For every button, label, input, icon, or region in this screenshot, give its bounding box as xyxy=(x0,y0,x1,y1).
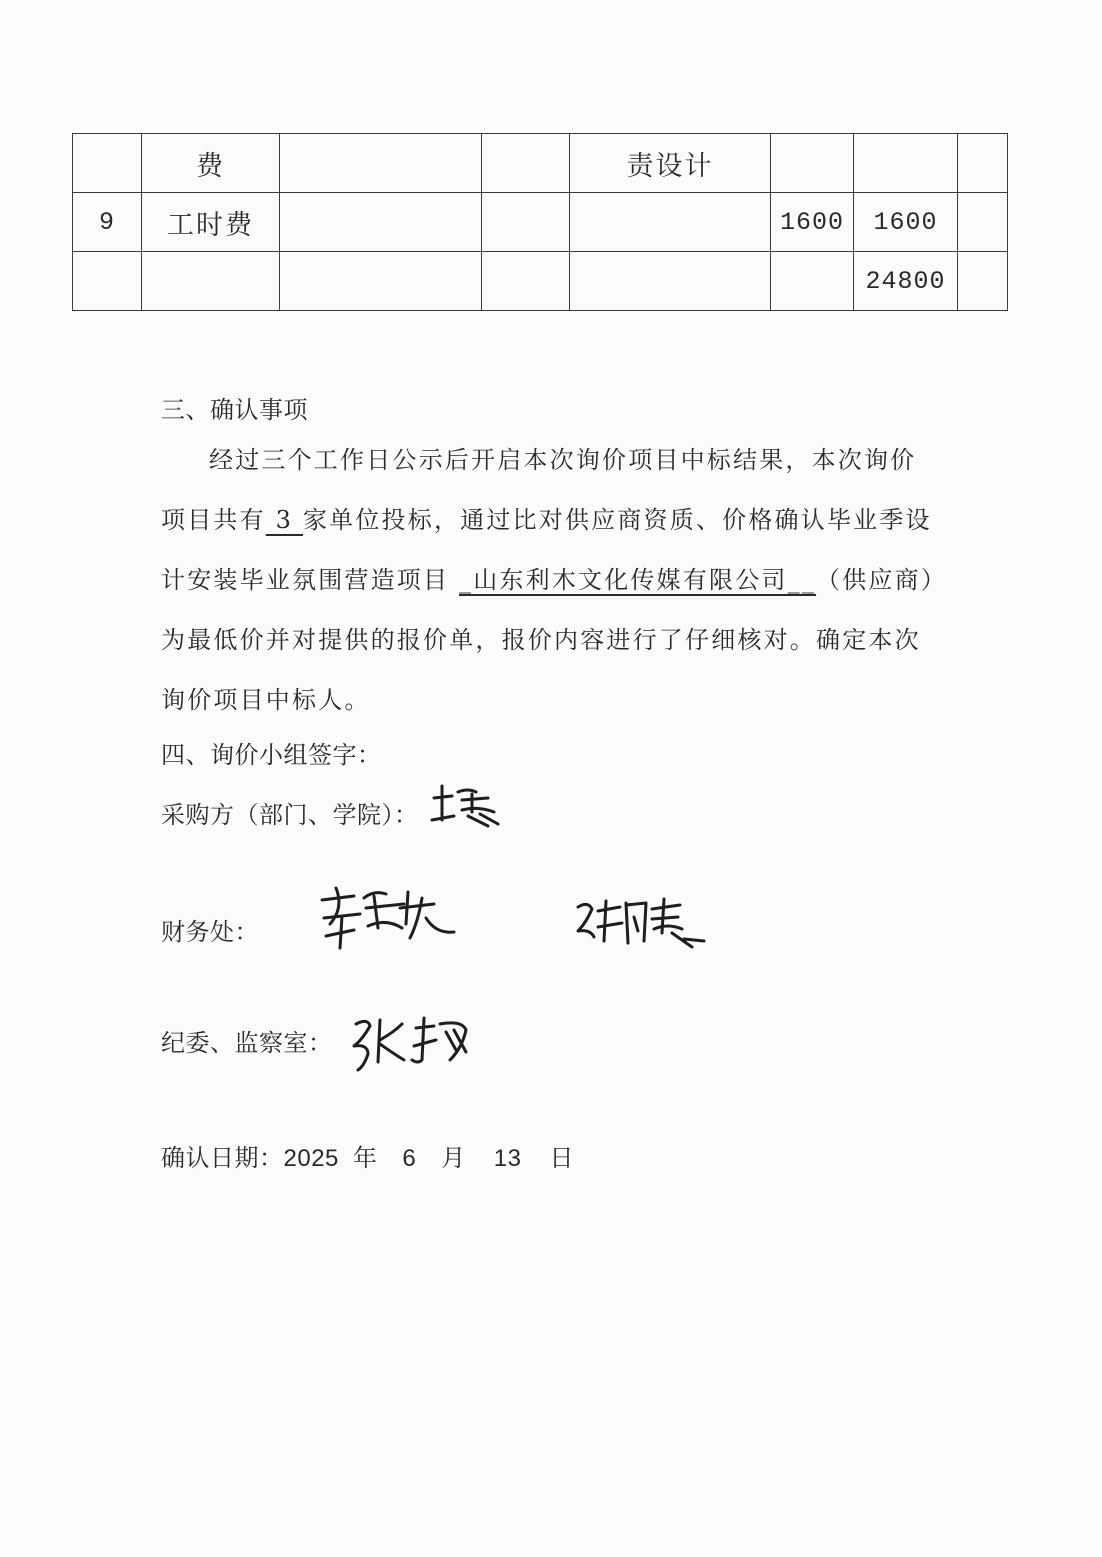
table-cell xyxy=(570,252,771,311)
table-cell xyxy=(958,134,1008,193)
table-cell xyxy=(482,252,570,311)
table-cell xyxy=(73,252,142,311)
table-row xyxy=(73,193,1008,252)
section4-heading: 四、询价小组签字： xyxy=(161,741,382,769)
paragraph-text: 家单位投标，通过比对供应商资质、价格确认毕业季设计安装毕业氛围营造项目 xyxy=(161,506,932,594)
purchaser-signature xyxy=(428,780,508,830)
date-label: 确认日期： xyxy=(161,1144,284,1172)
finance-label: 财务处： xyxy=(161,918,259,946)
paragraph-text: （供应商）为最低价并对提供的报价单，报价内容进行了仔细核对。确定本次询价项目中标人。 xyxy=(161,566,936,714)
date-day-unit: 日 xyxy=(549,1144,574,1172)
discipline-label: 纪委、监察室： xyxy=(161,1029,333,1057)
table-cell xyxy=(854,134,958,193)
table-cell xyxy=(482,134,570,193)
table-cell xyxy=(570,193,771,252)
purchaser-label: 采购方（部门、学院）： xyxy=(161,801,419,829)
table-cell: 24800 xyxy=(854,252,958,311)
section3-paragraph xyxy=(161,430,941,730)
finance-signature-1 xyxy=(314,878,464,958)
table-cell xyxy=(482,193,570,252)
table-cell: 责设计 xyxy=(570,134,771,193)
table-cell: 工时费 xyxy=(142,193,280,252)
table-cell xyxy=(280,193,482,252)
date-month-unit: 月 xyxy=(441,1144,466,1172)
section3-heading: 三、确认事项 xyxy=(161,396,308,424)
table-cell: 费 xyxy=(142,134,280,193)
confirm-date xyxy=(161,1138,574,1173)
table-cell xyxy=(142,252,280,311)
table-cell xyxy=(958,252,1008,311)
table-cell xyxy=(771,134,854,193)
table-cell xyxy=(771,252,854,311)
date-year: 2025 xyxy=(283,1145,339,1172)
finance-signature-2 xyxy=(572,893,712,963)
table-row xyxy=(73,252,1008,311)
winning-supplier: _山东利木文化传媒有限公司__ xyxy=(459,566,817,594)
table-cell xyxy=(958,193,1008,252)
date-year-unit: 年 xyxy=(352,1144,378,1172)
quote-table xyxy=(72,133,1008,311)
table-cell xyxy=(73,134,142,193)
bidder-count: 3 xyxy=(265,506,303,534)
discipline-signature xyxy=(350,1010,480,1080)
table-cell: 1600 xyxy=(771,193,854,252)
table-cell xyxy=(280,252,482,311)
table-cell xyxy=(280,134,482,193)
paragraph-text: 经过三个工作日公示后开启本次询价项目中标结果，本次询价项目共有 xyxy=(161,446,917,534)
table-cell: 1600 xyxy=(854,193,958,252)
table-row xyxy=(73,134,1008,193)
date-day: 13 xyxy=(493,1145,522,1172)
date-month: 6 xyxy=(402,1145,417,1172)
table-cell: 9 xyxy=(73,193,142,252)
